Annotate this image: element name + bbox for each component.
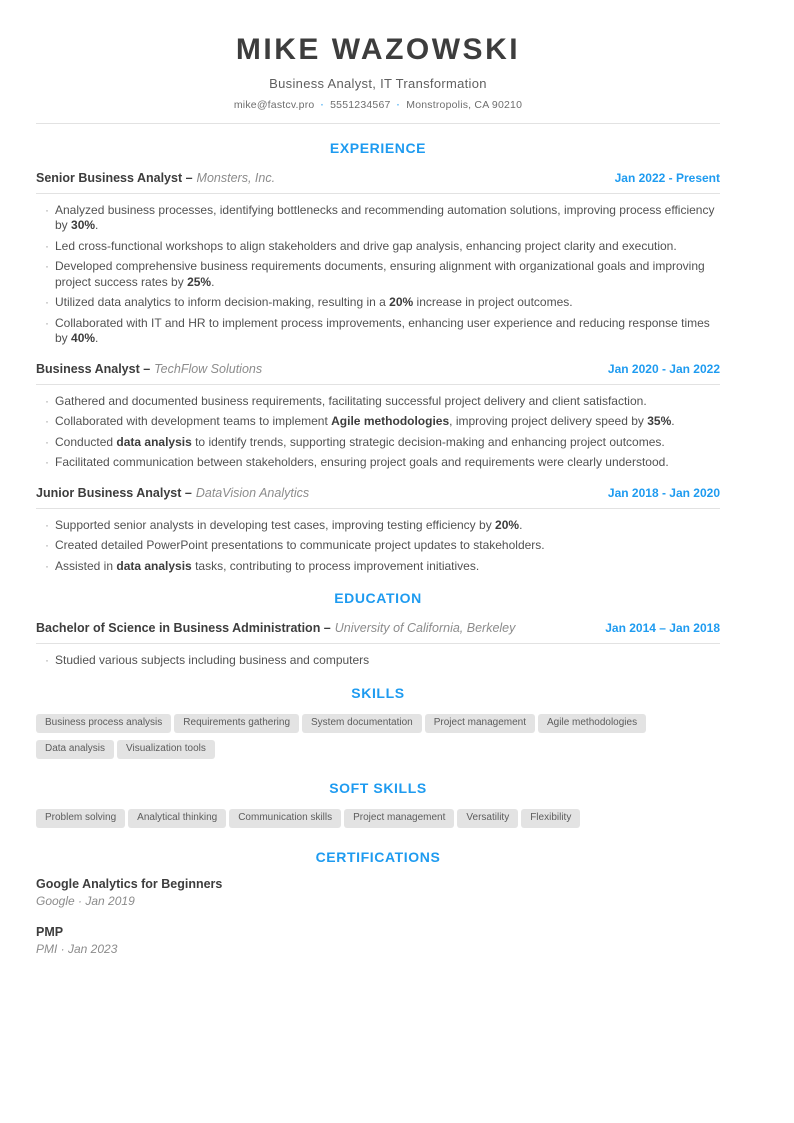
entry-company: TechFlow Solutions (154, 361, 263, 376)
bullet-marker-icon: · (45, 455, 49, 469)
bullet-bold-text: 25% (187, 274, 212, 289)
entry-company: Monsters, Inc. (196, 170, 276, 185)
bullet-item (36, 518, 720, 534)
bullet-bold-text: 30% (71, 218, 96, 232)
skill-tag: Communication skills (229, 809, 341, 828)
certification-list (36, 877, 720, 956)
bullet-marker-icon: · (45, 517, 49, 532)
entry-header-row (36, 619, 720, 637)
skill-tag: Analytical thinking (128, 809, 226, 828)
bullet-marker-icon: · (45, 538, 49, 552)
bullet-text: Facilitated communication between stakeholders, ensuring project goals and requirements were clearly understood. (55, 455, 669, 469)
bullet-text: Created detailed PowerPoint presentations to communicate project updates to stakeholders. (55, 538, 545, 552)
experience-entries (36, 169, 720, 575)
bullet-item (36, 559, 720, 575)
entry-role: Business Analyst – (36, 361, 151, 376)
bullet-item (36, 653, 720, 669)
skill-tag: Agile methodologies (538, 714, 646, 733)
experience-section (36, 140, 720, 575)
bullet-text: Collaborated with development teams to implement Agile methodologies, improving project delivery speed by 35%. (55, 414, 675, 428)
certification-item (36, 925, 720, 956)
bullet-marker-icon: · (45, 434, 49, 449)
bullet-item (36, 295, 720, 311)
candidate-name: MIKE WAZOWSKI (235, 33, 521, 66)
certification-name: Google Analytics for Beginners (36, 876, 223, 891)
skills-section (36, 685, 720, 764)
soft-skills-section (36, 780, 720, 833)
skill-tag: Requirements gathering (174, 714, 299, 733)
experience-heading: EXPERIENCE (329, 139, 427, 156)
soft-skills-tag-list (36, 807, 720, 833)
bullet-text: Conducted data analysis to identify trends, supporting strategic decision-making and enhancing project outcomes. (55, 434, 665, 449)
contact-email: mike@fastcv.pro (233, 98, 315, 111)
entry (36, 169, 720, 347)
skill-tag: System documentation (302, 714, 422, 733)
bullet-item (36, 239, 720, 255)
bullet-text: Supported senior analysts in developing test cases, improving testing efficiency by 20%. (55, 517, 523, 532)
bullet-list (36, 518, 720, 575)
certification-name: PMP (36, 924, 64, 939)
bullet-text: Analyzed business processes, identifying bottlenecks and recommending automation solutions, improving process efficiency by 30%. (55, 202, 715, 232)
bullet-bold-text: 20% (495, 517, 520, 532)
contact-separator-dot: · (396, 98, 401, 111)
bullet-marker-icon: · (45, 259, 49, 273)
bullet-marker-icon: · (45, 295, 49, 309)
education-heading: EDUCATION (334, 590, 422, 606)
entry-divider (36, 193, 720, 194)
bullet-item (36, 259, 720, 290)
bullet-list (36, 203, 720, 347)
bullet-item (36, 414, 720, 430)
skill-tag: Visualization tools (117, 740, 215, 759)
entry-header-row (36, 484, 720, 502)
certifications-section (36, 849, 720, 956)
bullet-marker-icon: · (45, 202, 49, 217)
bullet-bold-text: data analysis (116, 434, 192, 449)
contact-separator-dot: · (320, 98, 325, 111)
entry (36, 484, 720, 575)
bullet-text: Studied various subjects including business and computers (55, 653, 370, 667)
contact-location: Monstropolis, CA 90210 (406, 98, 523, 111)
entry-dates: Jan 2020 - Jan 2022 (607, 361, 720, 376)
entry-dates: Jan 2014 – Jan 2018 (605, 621, 720, 635)
skill-tag: Flexibility (521, 809, 580, 828)
entry-title (36, 360, 262, 378)
bullet-text: Utilized data analytics to inform decision-making, resulting in a 20% increase in project outcomes. (55, 295, 573, 309)
bullet-marker-icon: · (45, 414, 49, 428)
bullet-bold-text: data analysis (116, 558, 192, 573)
bullet-bold-text: Agile methodologies (331, 414, 450, 428)
entry-divider (36, 508, 720, 509)
certifications-heading: CERTIFICATIONS (315, 848, 441, 865)
bullet-item (36, 394, 720, 410)
soft-skills-heading: SOFT SKILLS (329, 779, 427, 796)
bullet-item (36, 316, 720, 347)
certification-item (36, 877, 720, 908)
bullet-text: Gathered and documented business requirements, facilitating successful project delivery and client satisfaction. (55, 393, 647, 408)
entry-divider (36, 643, 720, 644)
bullet-item (36, 435, 720, 451)
skill-tag: Project management (425, 714, 535, 733)
entry-title (36, 484, 309, 502)
bullet-item (36, 455, 720, 471)
bullet-marker-icon: · (45, 558, 49, 573)
bullet-marker-icon: · (45, 238, 49, 253)
candidate-job-title: Business Analyst, IT Transformation (269, 75, 487, 91)
entry (36, 619, 720, 669)
bullet-item (36, 203, 720, 234)
contact-line (36, 99, 720, 111)
bullet-bold-text: 40% (71, 331, 96, 345)
entry-header-row (36, 169, 720, 187)
entry-header-row (36, 360, 720, 378)
bullet-text: Developed comprehensive business requirements documents, ensuring alignment with organizational goals and improving project success rates by 25%. (55, 259, 705, 289)
bullet-item (36, 538, 720, 554)
entry-dates: Jan 2018 - Jan 2020 (607, 485, 720, 500)
entry-role: Senior Business Analyst – (36, 170, 193, 185)
contact-phone: 5551234567 (330, 98, 391, 111)
entry-title (36, 619, 515, 637)
certification-issuer-date: Google · Jan 2019 (36, 893, 135, 908)
certification-issuer-date: PMI · Jan 2023 (36, 941, 118, 956)
skill-tag: Data analysis (36, 740, 114, 759)
skill-tag: Project management (344, 809, 454, 828)
resume-header (36, 34, 720, 111)
bullet-text: Collaborated with IT and HR to implement process improvements, enhancing user experience and reducing response times by 40%. (55, 315, 710, 345)
bullet-marker-icon: · (45, 393, 49, 408)
entry (36, 360, 720, 471)
bullet-text: Assisted in data analysis tasks, contributing to process improvement initiatives. (55, 558, 480, 573)
bullet-marker-icon: · (45, 315, 49, 330)
bullet-list (36, 653, 720, 669)
education-section (36, 590, 720, 669)
skill-tag: Problem solving (36, 809, 125, 828)
skills-heading: SKILLS (351, 684, 405, 701)
entry-role: Junior Business Analyst – (36, 485, 192, 500)
entry-dates: Jan 2022 - Present (614, 170, 720, 185)
bullet-list (36, 394, 720, 471)
skills-tag-list (36, 712, 720, 764)
skill-tag: Business process analysis (36, 714, 171, 733)
entry-role: Bachelor of Science in Business Administration – (36, 621, 331, 635)
skill-tag: Versatility (457, 809, 518, 828)
entry-company: DataVision Analytics (195, 485, 310, 500)
bullet-text: Led cross-functional workshops to align stakeholders and drive gap analysis, enhancing project clarity and execution. (55, 238, 677, 253)
entry-title (36, 169, 275, 187)
bullet-bold-text: 20% (389, 295, 414, 309)
entry-company: University of California, Berkeley (334, 621, 516, 635)
bullet-bold-text: 35% (647, 414, 672, 428)
bullet-marker-icon: · (45, 653, 49, 667)
education-entries (36, 619, 720, 669)
entry-divider (36, 384, 720, 385)
header-divider (36, 123, 720, 124)
